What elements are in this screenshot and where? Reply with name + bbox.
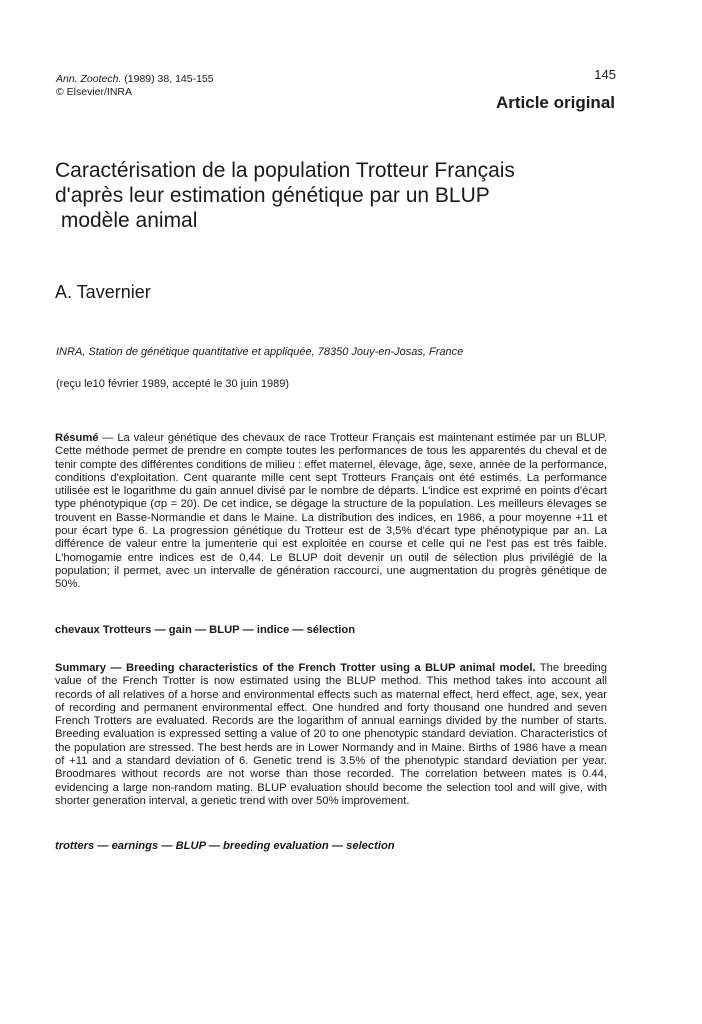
title-line-1: Caractérisation de la population Trotteur Français xyxy=(55,159,515,182)
summary-title: — Breeding characteristics of the French Trotter using a BLUP animal model. xyxy=(106,662,536,674)
title-line-3: modèle animal xyxy=(55,209,198,232)
article-title xyxy=(55,158,615,233)
author-name: A. Tavernier xyxy=(55,282,151,302)
journal-citation xyxy=(56,73,214,99)
resume-label: Résumé xyxy=(55,432,99,444)
keywords-french: chevaux Trotteurs — gain — BLUP — indice — sélection xyxy=(55,624,356,636)
title-line-2: d'après leur estimation génétique par un BLUP xyxy=(55,184,490,207)
resume-text: — La valeur génétique des chevaux de race Trotteur Français est maintenant estimée par un BLUP. Cette méthode permet de prendre en compte toutes les performances de tous les apparentés du cheval et de tenir compte des différentes conditions de milieu : effet maternel, élevage, âge, sexe, année de la performance, conditions d'exploitation. Cent quarante mille cent sept Trotteurs Français ont été estimés. La performance utilisée est le logarithme du gain annuel divisé par le nombre de départs. L'indice est exprimé en points d'écart type phénotypique (σp = 20). De cet indice, se dégage la structure de la population. Les meilleurs élevages se trouvent en Basse-Normandie et dans le Maine. La distribution des indices, en 1986, a pour moyenne +11 et pour écart type 6. La progression génétique du Trotteur est de 3,5% d'écart type phénotypique par an. La différence de valeur entre la jumenterie qui est exploitée en course et celle qui ne l'est pas est très faible. L'homogamie entre indices est de 0,44. Le BLUP doit devenir un outil de sélection plus privilégié de la population; il permet, avec un intervalle de génération raccourci, une augmentation du progrès génétique de 50%. xyxy=(55,432,607,591)
received-dates: (reçu le10 février 1989, accepté le 30 juin 1989) xyxy=(56,378,289,390)
author-affiliation: INRA, Station de génétique quantitative et appliquée, 78350 Jouy-en-Josas, France xyxy=(56,346,464,358)
summary-text: The breeding value of the French Trotter is now estimated using the BLUP method. This method takes into account all records of all relatives of a horse and environmental effects such as maternal effect, herd effect, age, sex, year of recording and permanent environmental effect. One hundred and forty thousand one hundred and seven French Trotters are evaluated. Records are the logarithm of annual earnings divided by the number of starts. Breeding evaluation is expressed setting a value of 20 to one phenotypic standard deviation. Characteristics of the population are stressed. The best herds are in Lower Normandy and in Maine. Births of 1986 have a mean of +11 and a standard deviation of 6. Genetic trend is 3.5% of the phenotypic standard deviation per year. Broodmares without records are not worse than those recorded. The correlation between mates is 0.44, evidencing a large non-random mating. BLUP evaluation should become the selection tool and will give, with shorter generation interval, a genetic trend with over 50% improvement. xyxy=(55,662,607,807)
copyright-notice: © Elsevier/INRA xyxy=(56,86,133,98)
page-number: 145 xyxy=(594,67,616,82)
keywords-english: trotters — earnings — BLUP — breeding evaluation — selection xyxy=(55,840,395,852)
journal-reference: (1989) 38, 145-155 xyxy=(121,73,214,85)
resume-abstract xyxy=(55,432,607,592)
article-type-label: Article original xyxy=(495,93,615,112)
summary-label: Summary xyxy=(55,662,106,674)
summary-abstract xyxy=(55,662,607,808)
journal-name: Ann. Zootech. xyxy=(56,73,122,85)
